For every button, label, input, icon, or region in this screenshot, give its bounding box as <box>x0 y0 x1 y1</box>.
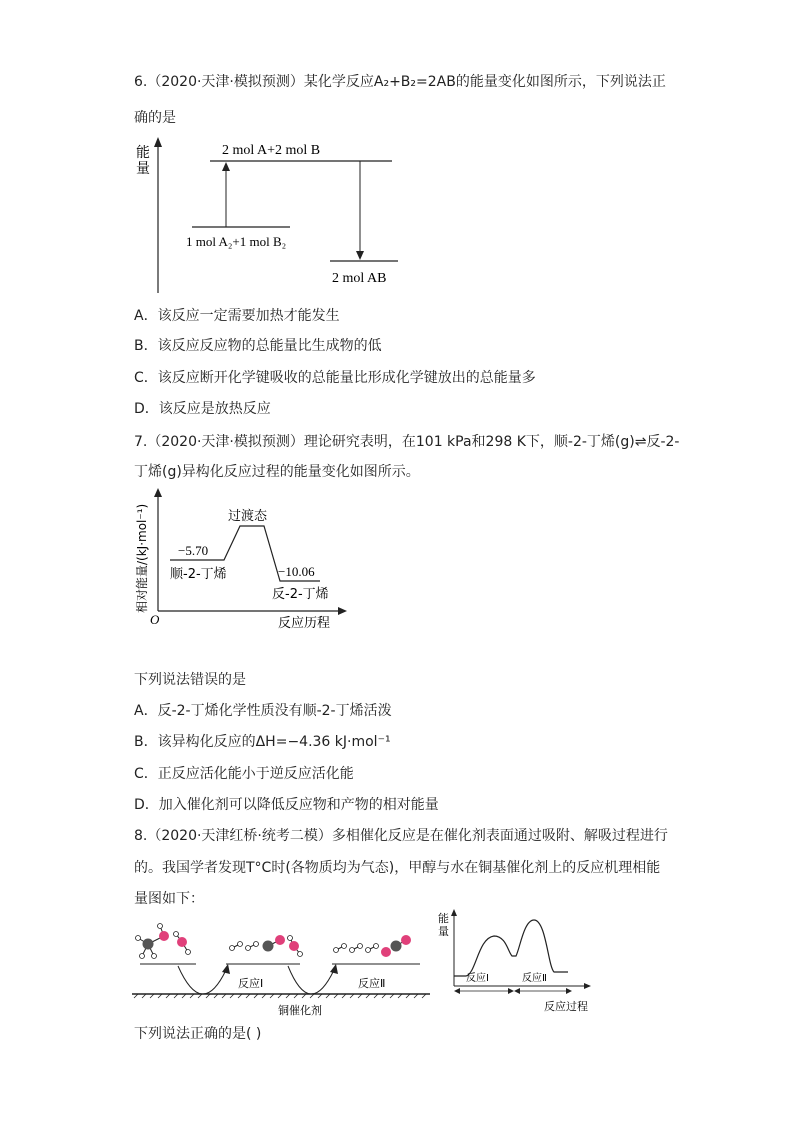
q6-stem-line1: 6.（2020·天津·模拟预测）某化学反应A₂+B₂=2AB的能量变化如图所示，下列说法正 <box>134 74 666 90</box>
q8-stem-line3: 量图如下： <box>134 891 204 907</box>
q8-energy-label-1: 能 <box>438 912 449 925</box>
q6-option-b: B．该反应反应物的总能量比生成物的低 <box>134 338 382 354</box>
q8-stem-line1: 8.（2020·天津红桥·统考二模）多相催化反应是在催化剂表面通过吸附、解吸过程进行 <box>134 828 668 844</box>
q8-energy-curve <box>454 920 568 976</box>
molecule-methanol-water-icon <box>136 924 191 959</box>
q7-option-b: B．该异构化反应的ΔH=−4.36 kJ·mol⁻¹ <box>134 734 391 750</box>
q8-reaction2-label: 反应Ⅱ <box>358 977 386 990</box>
q7-energy-diagram <box>130 487 350 637</box>
q6-right-level-label: 2 mol AB <box>332 271 387 286</box>
q8-mechanism-diagram <box>130 912 440 1022</box>
q7-x-axis-label: 反应历程 <box>278 616 331 631</box>
q8-stem-line2: 的。我国学者发现T°C时(各物质均为气态)，甲醇与水在铜基催化剂上的反应机理相能 <box>134 860 661 876</box>
q6-option-d: D．该反应是放热反应 <box>134 401 271 417</box>
q7-question: 下列说法错误的是 <box>134 672 246 688</box>
q7-option-c: C．正反应活化能小于逆反应活化能 <box>134 766 354 782</box>
q7-option-a: A．反-2-丁烯化学性质没有顺-2-丁烯活泼 <box>134 703 392 719</box>
q7-y-axis-label: 相对能量/(kJ·mol⁻¹) <box>135 503 149 613</box>
q7-reactant-value: −5.70 <box>178 543 209 558</box>
molecule-intermediate-icon <box>230 935 303 957</box>
q6-option-a: A．该反应一定需要加热才能发生 <box>134 308 340 324</box>
q6-stem-line2: 确的是 <box>134 110 176 126</box>
q7-origin-label: O <box>150 612 160 627</box>
q8-energy-profile <box>436 908 596 1018</box>
q7-reactant-label: 顺-2-丁烯 <box>170 567 227 582</box>
q8-progress-label: 反应过程 <box>544 1000 588 1013</box>
q7-stem-line2: 丁烯(g)异构化反应过程的能量变化如图所示。 <box>134 464 420 480</box>
q7-product-value: −10.06 <box>278 564 315 579</box>
q6-down-arrow-icon <box>356 251 364 260</box>
q8-energy-label-2: 量 <box>438 925 449 938</box>
q8-stage1-label: 反应Ⅰ <box>466 973 489 984</box>
q8-stage2-label: 反应Ⅱ <box>522 973 547 984</box>
q7-transition-label: 过渡态 <box>228 509 268 524</box>
q8-question: 下列说法正确的是( ) <box>134 1026 262 1042</box>
q6-energy-diagram <box>130 135 410 295</box>
q6-left-level-label: 1 mol A₂+1 mol B₂ <box>186 234 287 249</box>
q6-up-arrow-icon <box>222 162 230 171</box>
molecule-products-icon <box>334 935 412 957</box>
q7-stem-line1: 7.（2020·天津·模拟预测）理论研究表明，在101 kPa和298 K下，顺-2-丁烯(g)⇌反-2- <box>134 434 680 450</box>
q7-product-label: 反-2-丁烯 <box>272 587 329 602</box>
q6-y-label-1: 能 <box>136 145 150 161</box>
q7-option-d: D．加入催化剂可以降低反应物和产物的相对能量 <box>134 797 439 813</box>
q6-top-level-label: 2 mol A+2 mol B <box>222 143 321 158</box>
q8-catalyst-label: 铜催化剂 <box>278 1004 322 1017</box>
q6-y-label-2: 量 <box>136 161 150 177</box>
q8-reaction1-label: 反应Ⅰ <box>238 977 264 990</box>
q6-option-c: C．该反应断开化学键吸收的总能量比形成化学键放出的总能量多 <box>134 370 536 386</box>
